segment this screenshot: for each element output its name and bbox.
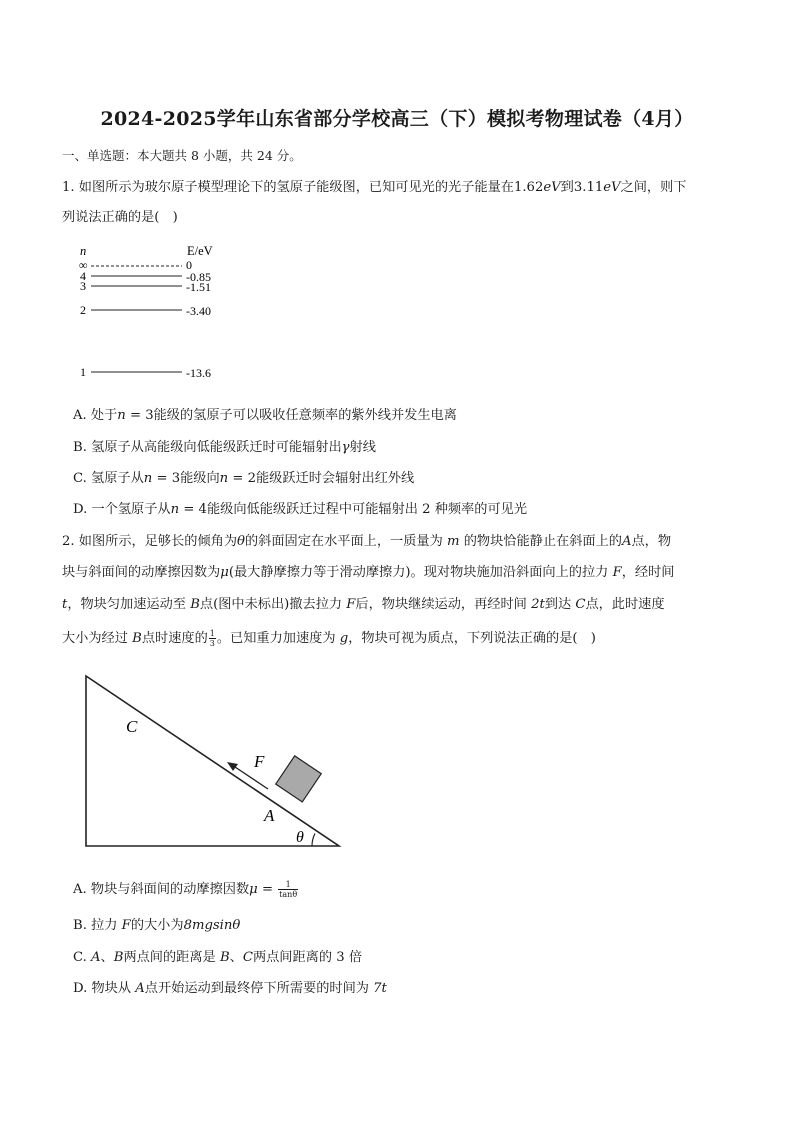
q2-stem-line4: 大小为经过 B点时速度的 $\frac{1}{3}$ 。已知重力加速度为 g，物块可视为质点，下列说法正确的是( ): [62, 629, 596, 648]
theta-arc: [312, 834, 315, 847]
q2-option-d[interactable]: D. 物块从 A点开始运动到最终停下所需要的时间为 7t: [73, 981, 387, 996]
level-n-inf: ∞: [79, 258, 88, 272]
q2-option-a[interactable]: A. 物块与斜面间的动摩擦因数μ = $\frac{1}{\tan\theta}$: [73, 880, 298, 899]
level-n-2: 2: [80, 303, 86, 317]
q1-option-a[interactable]: A. 处于n = 3能级的氢原子可以吸收任意频率的紫外线并发生电离: [73, 408, 457, 423]
section-header: 一、单选题：本大题共 8 小题，共 24 分。: [62, 148, 302, 163]
mu-fraction: $\frac{1}{\tan\theta}$: [279, 880, 298, 899]
q2-option-b[interactable]: B. 拉力 F的大小为8mgsinθ: [73, 918, 241, 933]
q2-option-c[interactable]: C. A、B两点间的距离是 B、C两点间距离的 3 倍: [73, 950, 363, 965]
q1-stem-line2: 列说法正确的是( ): [62, 210, 178, 225]
q1-stem-line1: 1. 如图所示为玻尔原子模型理论下的氢原子能级图，已知可见光的光子能量在1.62eV到3.11eV之间，则下: [62, 180, 687, 195]
label-f: F: [254, 752, 265, 771]
q1-option-c[interactable]: C. 氢原子从n = 3能级向n = 2能级跃迁时会辐射出红外线: [73, 471, 415, 486]
force-arrowhead: [227, 762, 238, 771]
one-third-fraction: $\frac{1}{3}$: [209, 629, 215, 648]
level-e-1: -13.6: [186, 366, 211, 380]
q1-option-d[interactable]: D. 一个氢原子从n = 4能级向低能级跃迁过程中可能辐射出 2 种频率的可见光: [73, 502, 528, 517]
block: [276, 756, 322, 802]
n-axis-label: n: [80, 244, 87, 258]
label-theta: θ: [296, 829, 304, 846]
label-a: A: [264, 806, 275, 825]
level-e-4: -0.85: [186, 270, 211, 284]
level-e-inf: 0: [186, 258, 192, 272]
level-n-1: 1: [80, 365, 86, 379]
level-n-4: 4: [80, 269, 86, 283]
energy-level-diagram: [70, 238, 260, 388]
page-title: 2024-2025学年山东省部分学校高三（下）模拟考物理试卷（4月）: [100, 108, 694, 130]
q2-stem-line3: t，物块匀加速运动至 B点(图中未标出)撤去拉力 F后，物块继续运动，再经时间 2t到达 C点，此时速度: [62, 597, 665, 612]
incline-diagram: [80, 670, 350, 855]
e-axis-label: E/eV: [187, 244, 213, 258]
level-e-2: -3.40: [186, 304, 211, 318]
q2-stem-line1: 2. 如图所示，足够长的倾角为θ的斜面固定在水平面上，一质量为 m 的物块恰能静止在斜面上的A点，物: [62, 534, 672, 549]
level-n-3: 3: [80, 279, 86, 293]
q2-stem-line2: 块与斜面间的动摩擦因数为μ(最大静摩擦力等于滑动摩擦力)。现对物块施加沿斜面向上的拉力 F，经时间: [62, 565, 675, 580]
q1-option-b[interactable]: B. 氢原子从高能级向低能级跃迁时可能辐射出γ射线: [73, 440, 376, 455]
level-e-3: -1.51: [186, 280, 211, 294]
label-c: C: [126, 717, 138, 736]
